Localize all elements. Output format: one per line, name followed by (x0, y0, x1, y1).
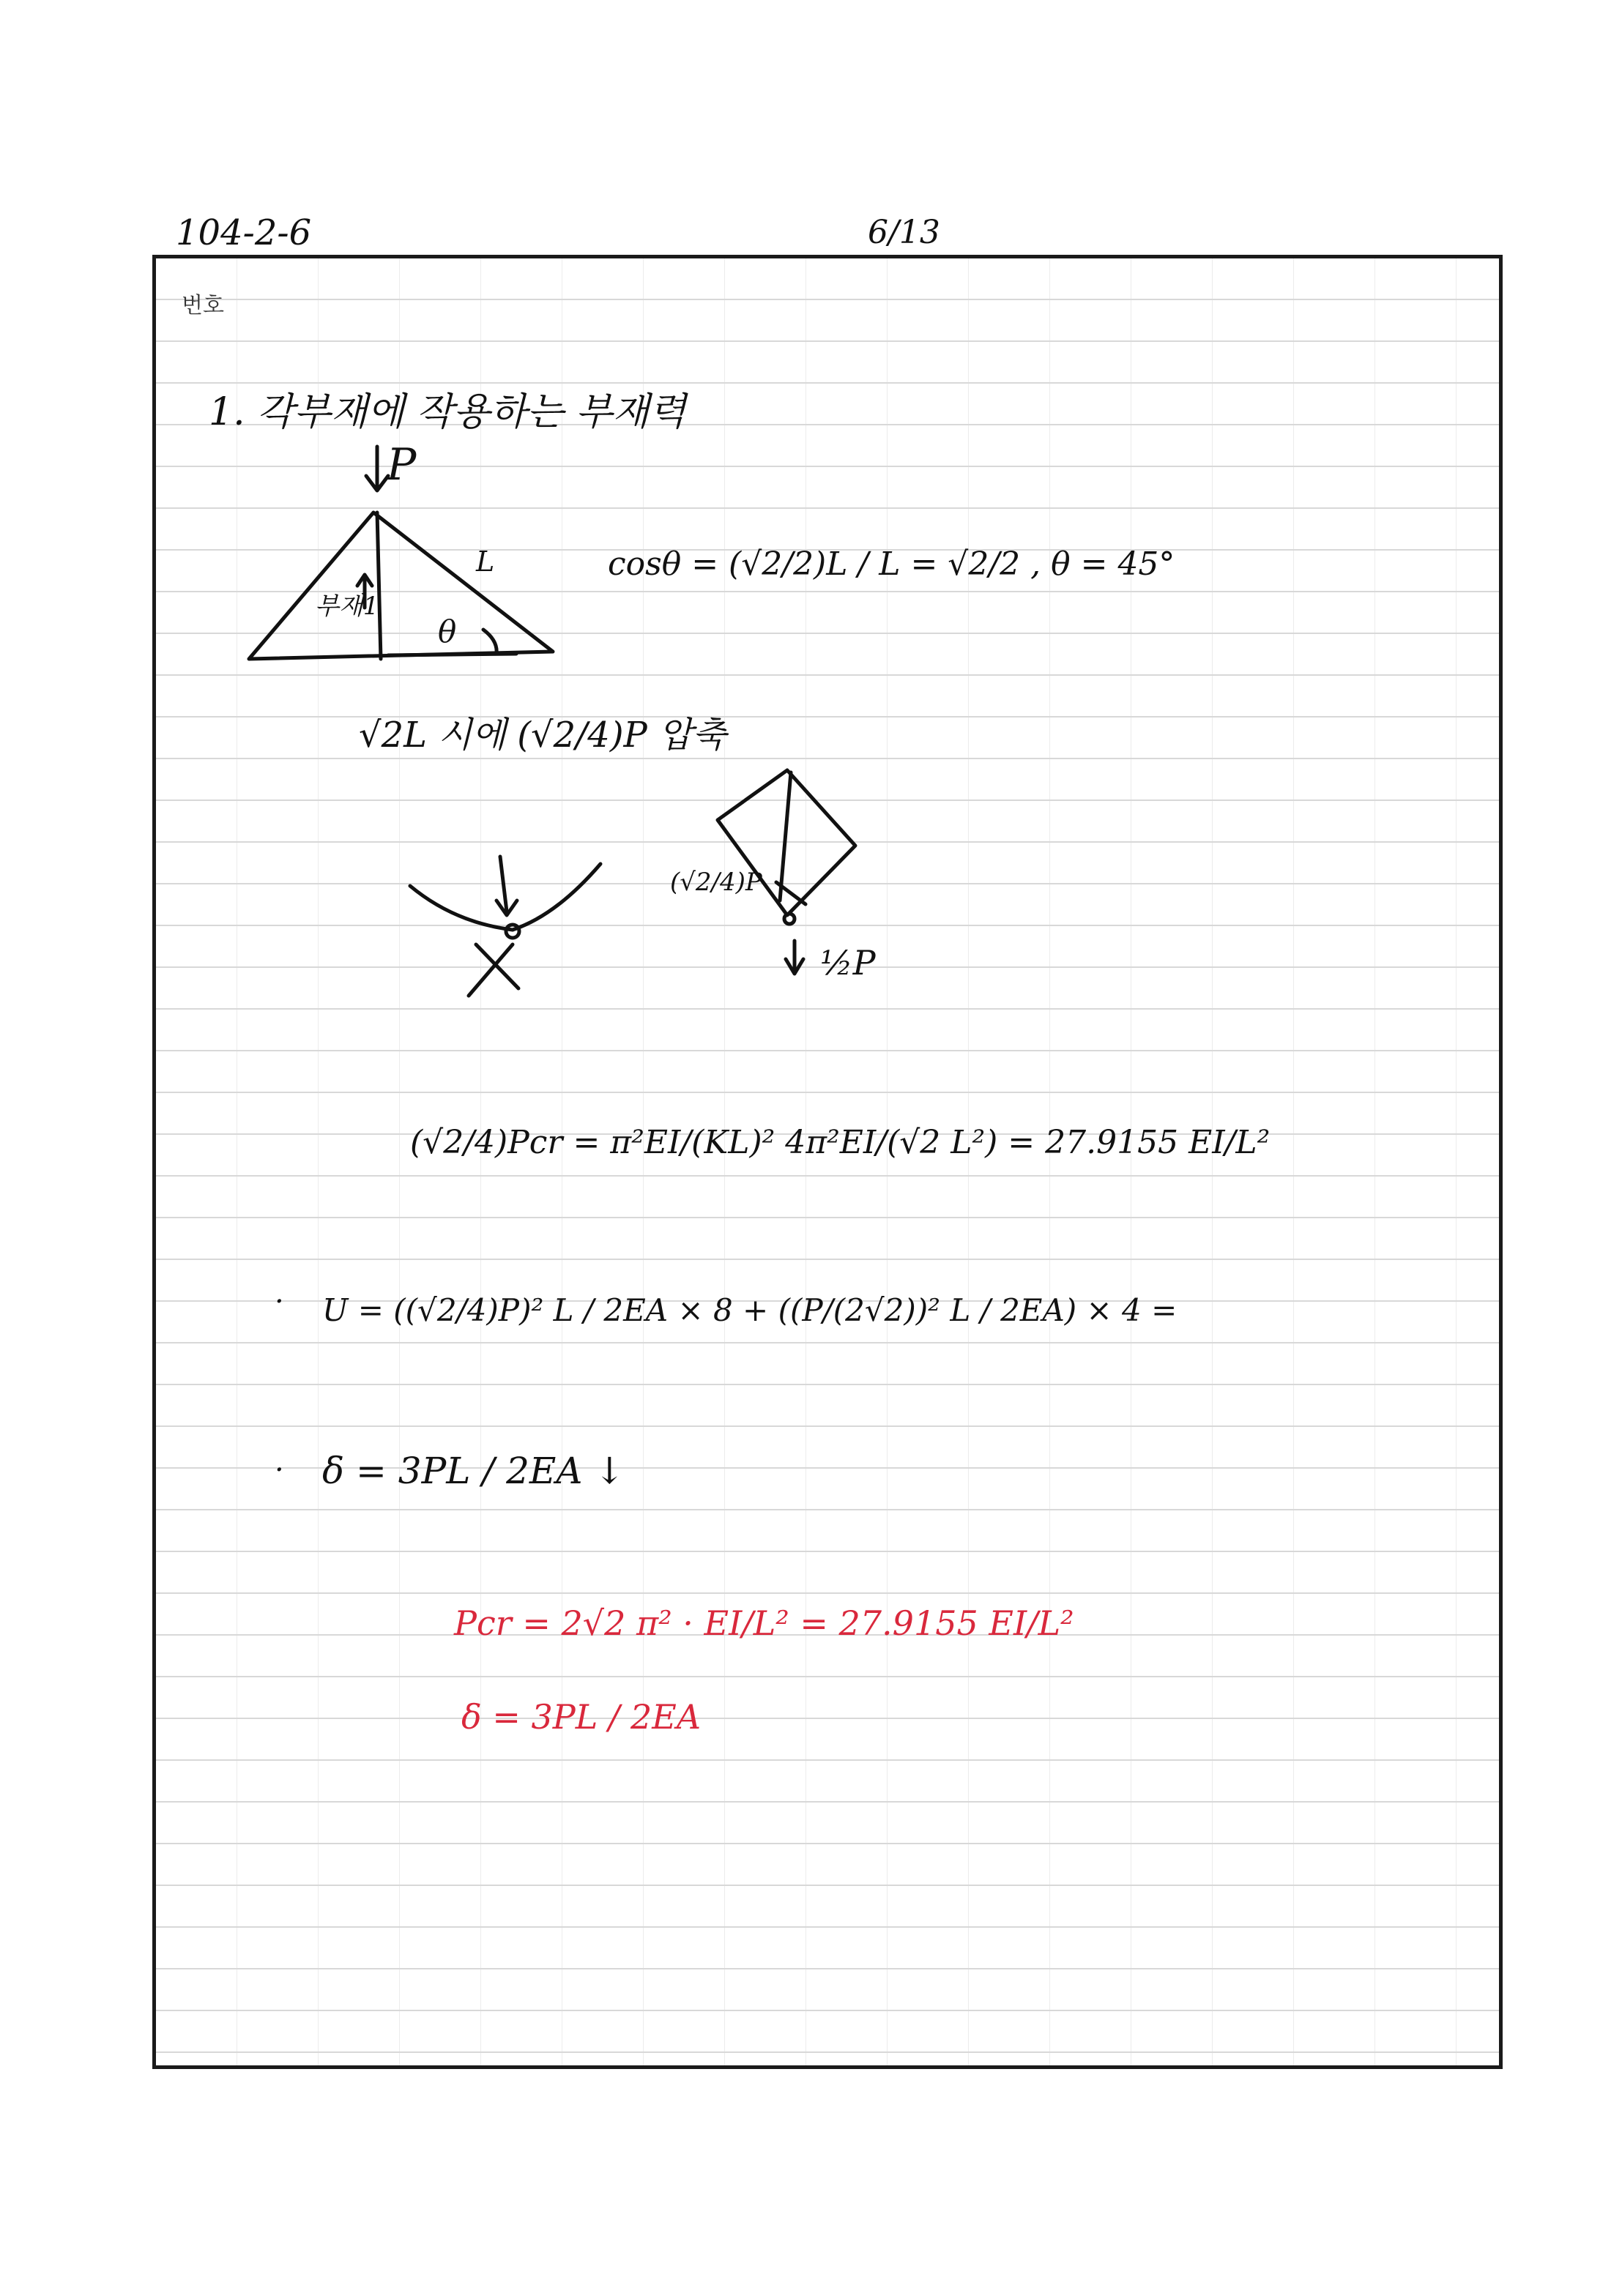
answer-deflection: δ = 3PL / 2EA (461, 1697, 702, 1737)
header-page-number: 6/13 (868, 214, 940, 251)
half-load-label: ½P (820, 943, 876, 983)
joint-force-label: (√2/4)P (670, 868, 762, 897)
header-date: 104-2-6 (176, 212, 312, 253)
load-label: P (387, 439, 417, 491)
number-label: 번호 (182, 293, 224, 318)
side-label: L (476, 545, 495, 578)
deflection-equation: δ = 3PL / 2EA ↓ (322, 1450, 625, 1492)
note-sheet (152, 255, 1503, 2069)
strain-energy-equation: U = ((√2/4)P)² L / 2EA × 8 + ((P/(2√2))² L / 2EA) × 4 = (322, 1292, 1178, 1328)
bullet-2: · (275, 1453, 284, 1487)
critical-load-equation: (√2/4)Pcr = π²EI/(KL)² 4π²EI/(√2 L²) = 27.9155 EI/L² (410, 1124, 1271, 1161)
cos-equation: cosθ = (√2/2)L / L = √2/2 , θ = 45° (608, 545, 1175, 583)
compression-note: √2L 시에 (√2/4)P 압축 (359, 715, 726, 756)
answer-critical-load: Pcr = 2√2 π² · EI/L² = 27.9155 EI/L² (454, 1603, 1074, 1643)
member-label: 부재1 (315, 592, 379, 621)
angle-label: θ (438, 614, 457, 649)
problem-title: 1. 각부재에 작용하는 부재력 (209, 390, 686, 434)
bullet-1: · (275, 1285, 284, 1319)
